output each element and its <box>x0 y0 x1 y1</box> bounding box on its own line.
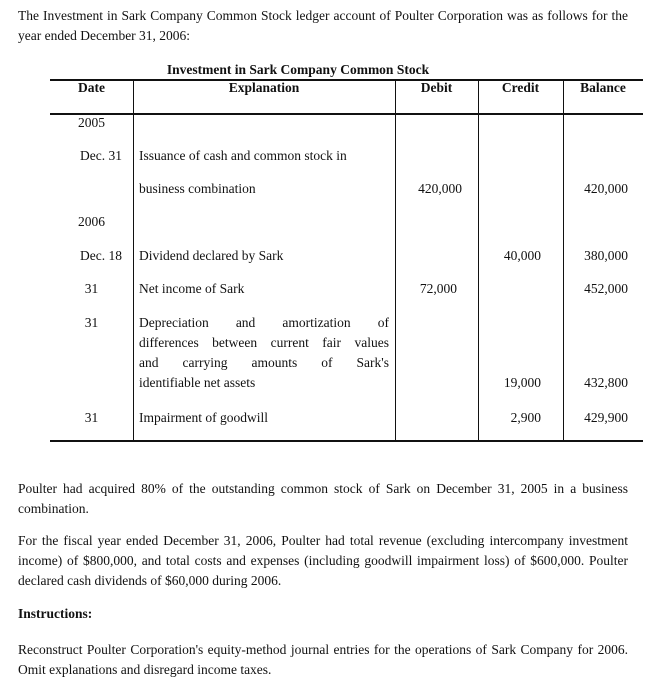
row-explanation: Net income of Sark <box>139 281 245 296</box>
row-explanation-line: and carrying amounts of Sark's <box>139 355 389 370</box>
row-date: Dec. 18 <box>80 248 122 263</box>
header-debit: Debit <box>420 80 453 95</box>
intro-paragraph: The Investment in Sark Company Common Stock ledger account of Poulter Corporation was as follows for the year ended December 31, 2006: <box>18 8 628 43</box>
year-label: 2005 <box>78 115 105 130</box>
row-explanation-line: identifiable net assets <box>139 375 256 390</box>
instructions-paragraph: Reconstruct Poulter Corporation's equity-method journal entries for the operations of Sark Company for 2006. Omit explanations and disregard income taxes. <box>18 642 628 677</box>
row-debit: 420,000 <box>418 181 462 196</box>
row-explanation-line: Depreciation and amortization of <box>139 315 389 330</box>
year-label: 2006 <box>78 214 105 229</box>
table-bottom-rule <box>50 440 643 442</box>
row-explanation: Issuance of cash and common stock in <box>139 148 347 163</box>
column-divider <box>395 80 396 440</box>
row-balance: 429,900 <box>584 410 628 425</box>
row-balance: 380,000 <box>584 248 628 263</box>
header-balance: Balance <box>580 80 626 95</box>
header-bottom-rule <box>50 113 643 115</box>
row-balance: 432,800 <box>584 375 628 390</box>
row-date: Dec. 31 <box>80 148 122 163</box>
row-date: 31 <box>84 410 99 425</box>
row-explanation: Dividend declared by Sark <box>139 248 284 263</box>
row-credit: 2,900 <box>510 410 541 425</box>
header-date: Date <box>78 80 105 95</box>
ledger-title: Investment in Sark Company Common Stock <box>166 62 430 77</box>
fiscal-year-paragraph: For the fiscal year ended December 31, 2006, Poulter had total revenue (excluding intercompany investment income) of $800,000, and total costs and expenses (including goodwill impairment loss) of $600,000. Poulter declared cash dividends of $60,000 during 2006. <box>18 533 628 588</box>
row-credit: 19,000 <box>503 375 541 390</box>
acquisition-paragraph: Poulter had acquired 80% of the outstanding common stock of Sark on December 31, 2005 in a business combination. <box>18 481 628 516</box>
column-divider <box>133 80 134 440</box>
row-explanation-line: differences between current fair values <box>139 335 389 350</box>
row-explanation: Impairment of goodwill <box>139 410 268 425</box>
header-credit: Credit <box>501 80 540 95</box>
row-credit: 40,000 <box>503 248 541 263</box>
row-balance: 452,000 <box>584 281 628 296</box>
row-debit: 72,000 <box>419 281 457 296</box>
row-balance: 420,000 <box>584 181 628 196</box>
header-explanation: Explanation <box>228 80 300 95</box>
row-date: 31 <box>84 281 99 296</box>
row-explanation: business combination <box>139 181 256 196</box>
instructions-heading: Instructions: <box>18 606 93 621</box>
row-date: 31 <box>84 315 99 330</box>
